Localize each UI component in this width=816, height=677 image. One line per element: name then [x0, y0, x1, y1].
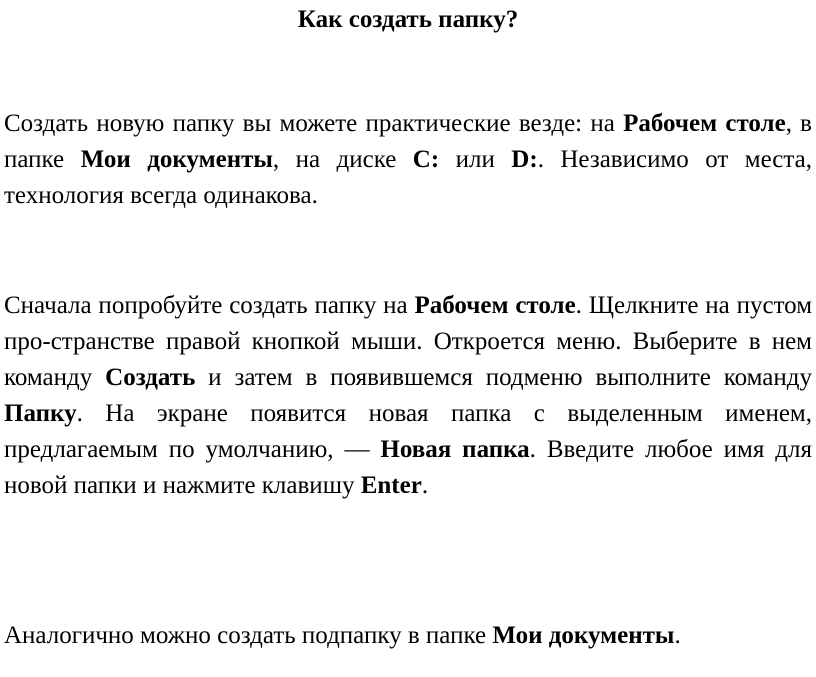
text-run: и затем в появившемся подменю выполните команду — [195, 364, 812, 391]
bold-term: Мои документы — [80, 146, 273, 173]
text-run: . Независимо от места, технология всегда одинакова. — [4, 146, 812, 209]
text-run: . Введите любое имя для новой папки и нажмите клавишу — [4, 436, 812, 499]
paragraph-instructions — [4, 288, 812, 504]
bold-term: Рабочем столе — [623, 110, 786, 137]
text-run: или — [439, 146, 512, 173]
bold-term: Создать — [105, 364, 196, 391]
text-run: . Щелкните на пустом про-странстве правой кнопкой мыши. Откроется меню. Выберите в нем команду — [4, 292, 813, 391]
text-run: , на диске — [272, 146, 413, 173]
text-run: . На экране появится новая папка с выделенным именем, предлагаемым по умолчанию, — — [4, 400, 812, 463]
bold-term: Рабочем столе — [414, 292, 576, 319]
bold-term: C: — [412, 146, 440, 173]
text-run: Создать новую папку вы можете практические везде: на — [4, 110, 624, 137]
paragraph-subfolder — [4, 618, 812, 654]
text-run: . — [674, 622, 681, 649]
bold-term: Мои документы — [492, 622, 675, 649]
bold-term: Новая папка — [380, 436, 530, 463]
bold-term: Папку — [4, 400, 77, 427]
bold-term: D: — [511, 146, 538, 173]
text-run: . — [421, 472, 429, 499]
document-title: Как создать папку? — [297, 6, 519, 33]
text-run: Аналогично можно создать подпапку в папке — [4, 622, 493, 649]
text-run: , в папке — [4, 110, 812, 173]
bold-term: Enter — [360, 472, 422, 499]
text-run: Сначала попробуйте создать папку на — [4, 292, 415, 319]
paragraph-intro — [4, 106, 812, 214]
